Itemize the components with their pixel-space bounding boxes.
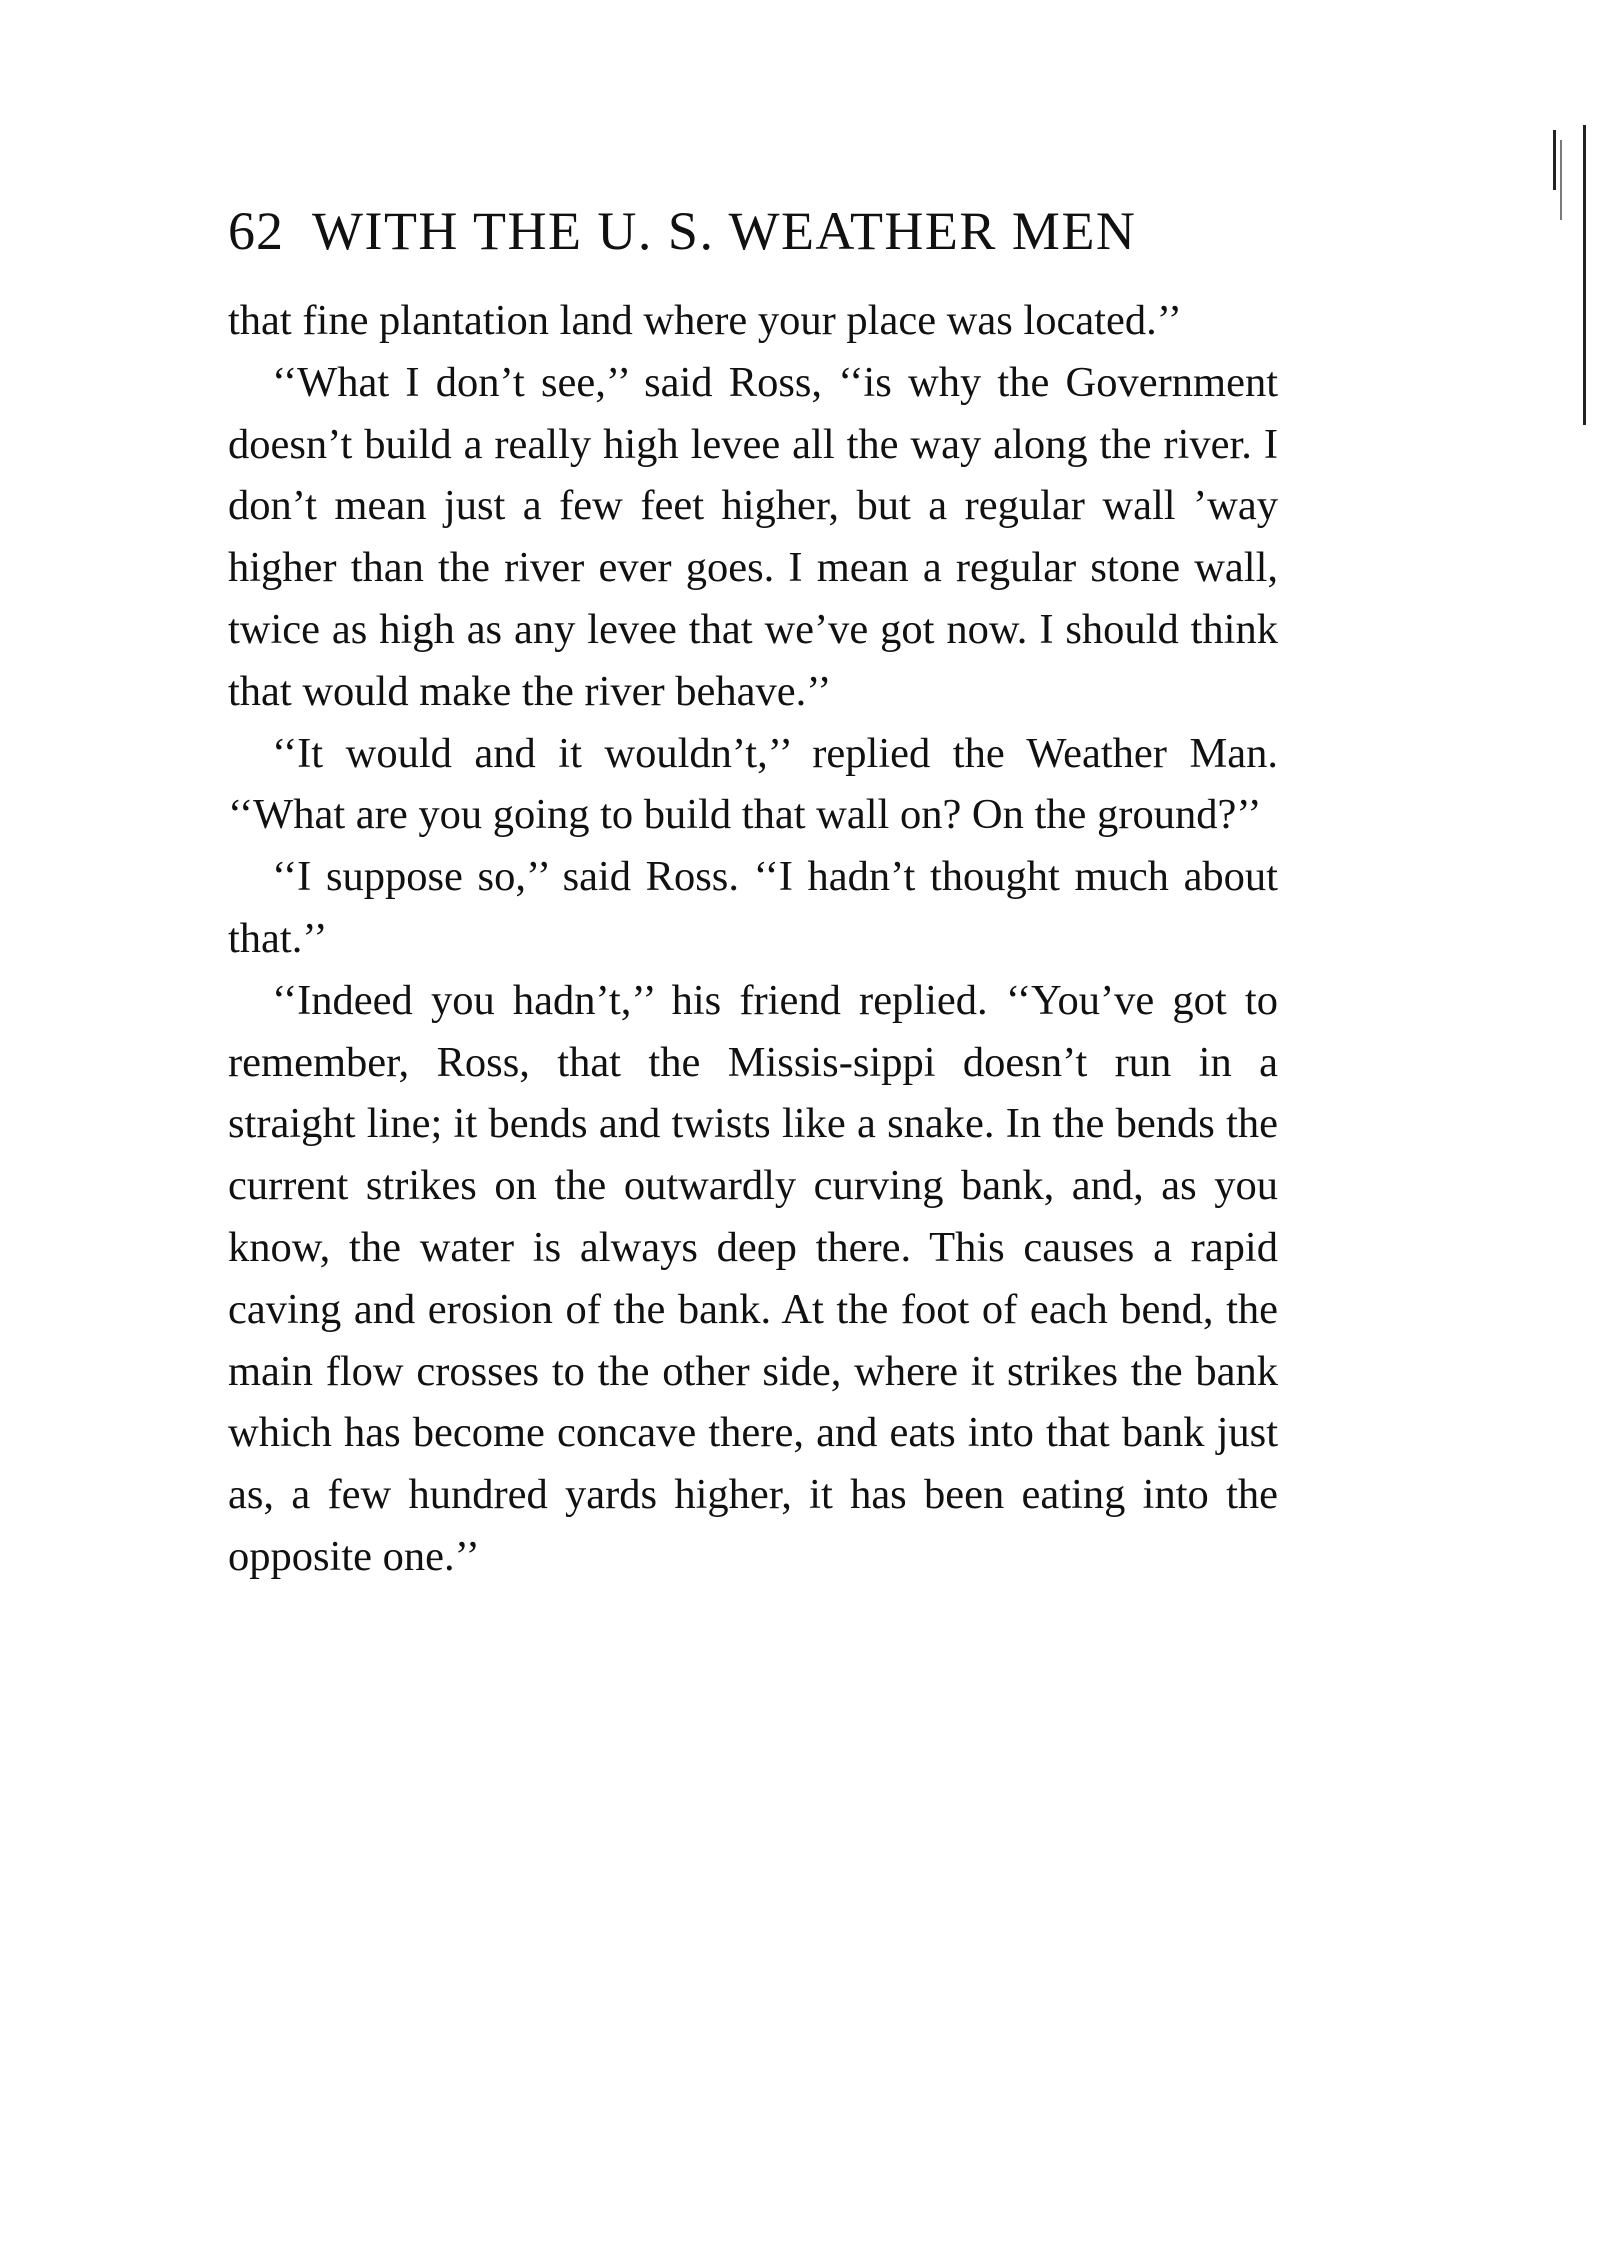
paragraph-weather-man-reply: ‘‘It would and it wouldn’t,’’ replied the Weather Man. ‘‘What are you going to build that wall on? On the ground?’’ bbox=[228, 729, 1278, 839]
paragraph-continuation: that fine plantation land where your place was located.’’ bbox=[228, 297, 1182, 344]
body-text bbox=[228, 290, 1278, 1588]
paragraph-ross-question: ‘‘What I don’t see,’’ said Ross, ‘‘is why the Government doesn’t build a really high levee all the way along the river. I don’t mean just a few feet higher, but a regular wall ’way higher than the river ever goes. I mean a regular stone wall, twice as high as any levee that we’ve got now. I should think that would make the river behave.’’ bbox=[228, 358, 1278, 715]
paragraph-mississippi-explanation: ‘‘Indeed you hadn’t,’’ his friend replied. ‘‘You’ve got to remember, Ross, that the Missis-sippi doesn’t run in a straight line; it bends and twists like a snake. In the bends the current strikes on the outwardly curving bank, and, as you know, the water is always deep there. This causes a rapid caving and erosion of the bank. At the foot of each bend, the main flow crosses to the other side, where it strikes the bank which has become concave there, and eats into that bank just as, a few hundred yards higher, it has been eating into the opposite one.’’ bbox=[228, 976, 1278, 1580]
page-edge-mark bbox=[1583, 125, 1586, 425]
page-edge-mark bbox=[1560, 140, 1562, 220]
running-title: WITH THE U. S. WEATHER MEN bbox=[312, 201, 1137, 261]
page-edge-mark bbox=[1553, 130, 1556, 190]
page-number: 62 bbox=[228, 201, 284, 261]
page-header bbox=[228, 196, 1278, 266]
paragraph-ross-suppose: ‘‘I suppose so,’’ said Ross. ‘‘I hadn’t thought much about that.’’ bbox=[228, 853, 1278, 962]
